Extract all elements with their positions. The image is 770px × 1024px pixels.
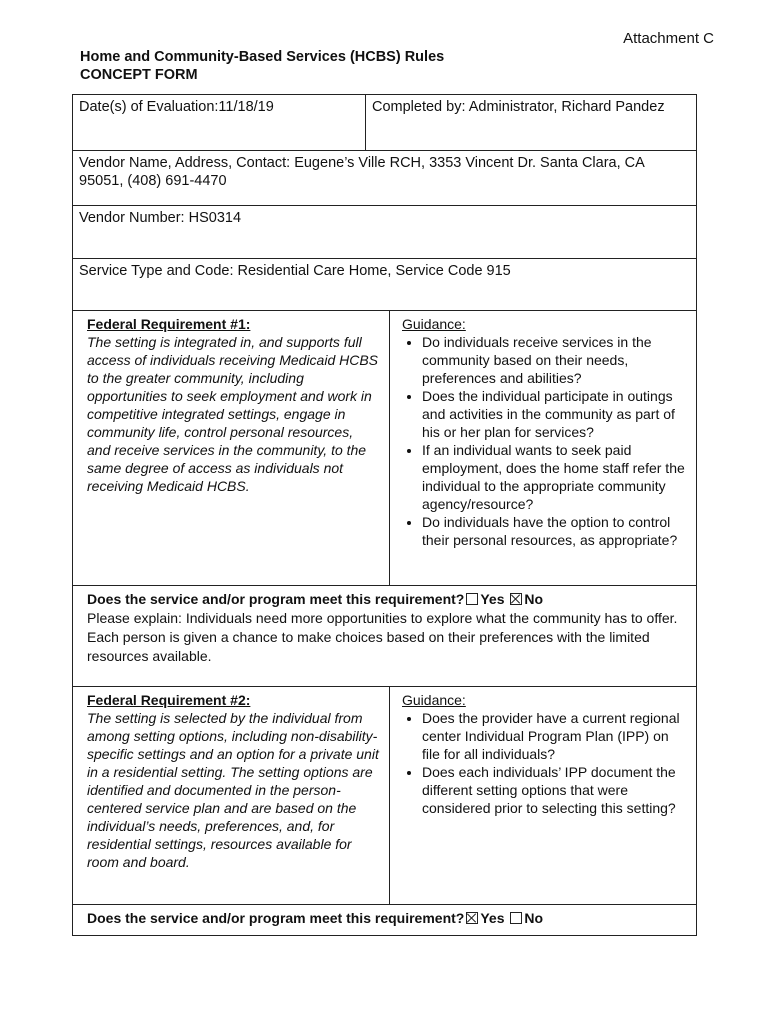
guidance-item: • Do individuals receive services in the community based on their needs, preferences and abilities?	[422, 333, 686, 387]
requirement-1-explanation: Please explain: Individuals need more opportunities to explore what the community has to offer. Each person is given a chance to make choices based on their preferences with the limited resources available.	[87, 610, 678, 664]
yes-label: Yes	[480, 910, 505, 926]
no-checkbox[interactable]	[510, 912, 522, 924]
vendor-number: Vendor Number: HS0314	[73, 206, 696, 259]
title-line-2: CONCEPT FORM	[80, 67, 198, 83]
title-line-1: Home and Community-Based Services (HCBS) Rules	[80, 49, 445, 65]
requirement-1-row	[73, 311, 696, 586]
guidance-2	[390, 687, 696, 904]
guidance-item: • Does each individuals’ IPP document the different setting options that were considered prior to selecting this setting?	[422, 763, 686, 817]
concept-form-table	[72, 94, 697, 936]
requirement-1-heading: Federal Requirement #1:	[87, 316, 251, 332]
no-label: No	[524, 591, 544, 607]
yes-checkbox[interactable]	[466, 912, 478, 924]
requirement-2-row	[73, 687, 696, 905]
evaluation-date: Date(s) of Evaluation:11/18/19	[73, 95, 366, 150]
guidance-1-list	[402, 333, 686, 549]
requirement-2-question-line	[87, 909, 686, 928]
requirement-1-text: The setting is integrated in, and supports full access of individuals receiving Medicaid HCBS to the greater community, including opportunities to seek employment and work in competitive integrated settings, engage in community life, control personal resources, and receive services in the community, to the same degree of access as individuals not receiving Medicaid HCBS.	[87, 334, 379, 494]
document-title	[80, 48, 444, 84]
requirement-2-text: The setting is selected by the individual from among setting options, including non-disability-specific settings and an option for a private unit in a residential setting. The setting options are identified and documented in the person-centered service plan and are based on the individual’s needs, preferences, and, for residential settings, resources available for room and board.	[87, 710, 379, 870]
completed-by: Completed by: Administrator, Richard Pandez	[372, 99, 665, 115]
evaluation-row	[73, 95, 696, 151]
guidance-item: • Does the provider have a current regional center Individual Program Plan (IPP) on file for all individuals?	[422, 709, 686, 763]
attachment-label: Attachment C	[623, 30, 714, 47]
guidance-2-list	[402, 709, 686, 817]
requirement-1-answer	[73, 586, 696, 687]
requirement-2-heading: Federal Requirement #2:	[87, 692, 251, 708]
guidance-item: • Do individuals have the option to control their personal resources, as appropriate?	[422, 513, 686, 549]
no-checkbox[interactable]	[510, 593, 522, 605]
service-type: Service Type and Code: Residential Care Home, Service Code 915	[73, 259, 696, 311]
guidance-2-heading: Guidance:	[402, 692, 466, 708]
vendor-info: Vendor Name, Address, Contact: Eugene’s Ville RCH, 3353 Vincent Dr. Santa Clara, CA 95051, (408) 691-4470	[73, 151, 696, 206]
guidance-item: • If an individual wants to seek paid employment, does the home staff refer the individual to the appropriate community agency/resource?	[422, 441, 686, 513]
requirement-2-question: Does the service and/or program meet this requirement?	[87, 910, 465, 926]
requirement-1-question-line	[87, 590, 686, 609]
yes-label: Yes	[480, 591, 505, 607]
guidance-item: • Does the individual participate in outings and activities in the community as part of his or her plan for services?	[422, 387, 686, 441]
guidance-1-heading: Guidance:	[402, 316, 466, 332]
yes-checkbox[interactable]	[466, 593, 478, 605]
requirement-2-answer	[73, 905, 696, 935]
requirement-1-question: Does the service and/or program meet this requirement?	[87, 591, 465, 607]
no-label: No	[524, 910, 544, 926]
requirement-2	[73, 687, 390, 904]
guidance-1	[390, 311, 696, 585]
requirement-1	[73, 311, 390, 585]
